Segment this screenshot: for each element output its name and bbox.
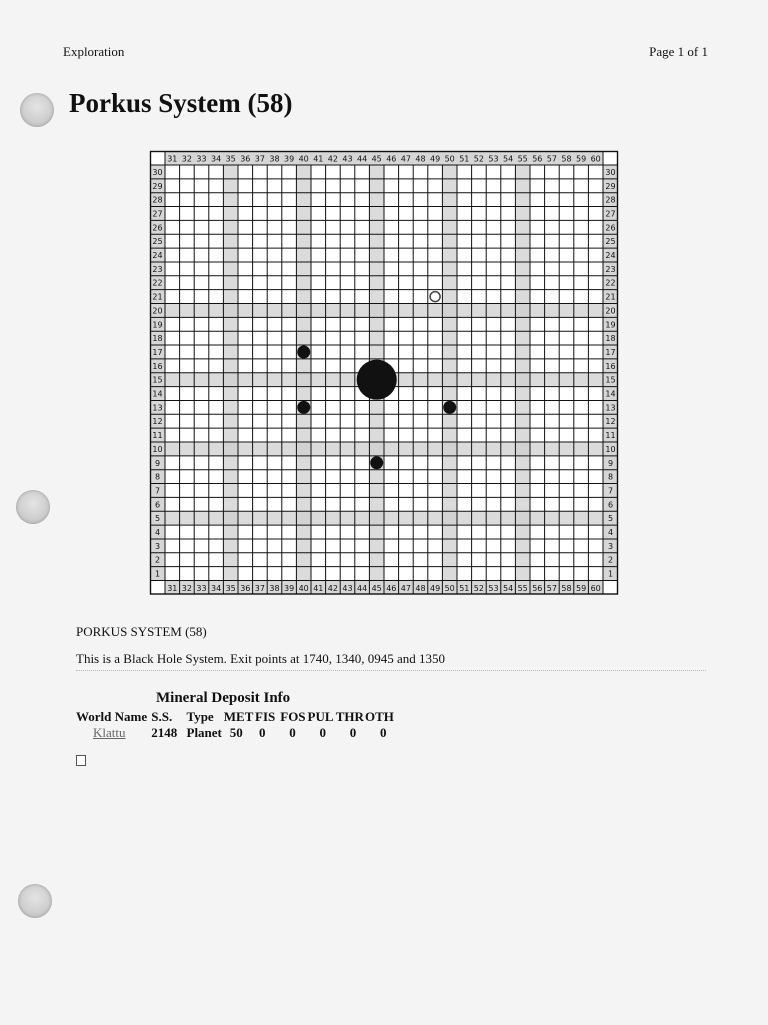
x-label-bottom: 60 (590, 584, 601, 593)
mineral-heading: Mineral Deposit Info (156, 690, 291, 706)
y-label-right: 27 (605, 209, 616, 219)
x-label-top: 47 (400, 154, 411, 164)
col-fis: FIS (255, 709, 276, 724)
cell-fos: 0 (289, 725, 296, 740)
x-label-top: 50 (444, 154, 455, 164)
x-label-top: 51 (459, 154, 470, 164)
y-label-right: 10 (605, 444, 616, 454)
y-label-left: 2 (154, 555, 161, 565)
y-label-left: 20 (152, 306, 163, 316)
y-label-left: 29 (152, 181, 163, 191)
cell-pul: 0 (319, 725, 326, 740)
y-label-right: 26 (605, 223, 616, 233)
x-label-bottom: 53 (488, 584, 499, 593)
y-label-right: 23 (605, 264, 616, 274)
y-label-left: 22 (152, 278, 163, 288)
y-label-right: 28 (605, 195, 616, 205)
x-label-bottom: 43 (342, 584, 353, 593)
y-label-left: 11 (152, 431, 163, 441)
y-label-right: 8 (607, 472, 614, 482)
x-label-bottom: 49 (430, 584, 441, 593)
x-label-bottom: 42 (327, 584, 338, 593)
y-label-right: 29 (605, 181, 616, 191)
y-label-right: 14 (605, 389, 616, 399)
y-label-left: 9 (154, 458, 161, 468)
x-label-bottom: 56 (532, 584, 543, 593)
x-label-top: 60 (590, 154, 601, 164)
col-world-name: World Name (76, 709, 148, 724)
binder-hole-top (20, 93, 54, 127)
x-label-top: 41 (313, 154, 324, 164)
y-label-left: 26 (152, 223, 163, 233)
x-label-bottom: 45 (371, 584, 382, 593)
x-label-top: 56 (532, 154, 543, 164)
x-label-bottom: 37 (254, 584, 265, 593)
y-label-right: 20 (605, 306, 616, 316)
x-label-bottom: 52 (473, 584, 484, 593)
header-page-number: Page 1 of 1 (649, 44, 708, 59)
x-label-top: 35 (225, 154, 236, 164)
cell-ss: 2148 (151, 725, 178, 740)
y-label-right: 25 (605, 237, 616, 247)
x-label-top: 59 (576, 154, 587, 164)
y-label-right: 12 (605, 417, 616, 427)
x-label-top: 33 (196, 154, 207, 164)
open-marker (430, 292, 440, 302)
x-label-bottom: 59 (576, 584, 587, 593)
y-label-right: 18 (605, 334, 616, 344)
x-label-top: 58 (561, 154, 572, 164)
x-label-bottom: 35 (225, 584, 236, 593)
x-label-bottom: 51 (459, 584, 470, 593)
x-label-bottom: 48 (415, 584, 426, 593)
exit-point (370, 456, 383, 469)
x-label-top: 48 (415, 154, 426, 164)
checkbox[interactable] (76, 755, 86, 766)
x-label-bottom: 44 (357, 584, 368, 593)
cell-type: Planet (186, 725, 222, 740)
cell-met: 50 (229, 725, 243, 740)
y-label-left: 14 (152, 389, 163, 399)
x-label-top: 54 (503, 154, 514, 164)
x-label-top: 32 (181, 154, 192, 164)
x-label-bottom: 57 (546, 584, 557, 593)
world-link[interactable]: Klattu (93, 725, 126, 740)
y-label-right: 9 (607, 458, 614, 468)
y-label-right: 17 (605, 347, 616, 357)
y-label-right: 6 (607, 500, 614, 510)
mineral-table (76, 709, 400, 741)
y-label-right: 7 (607, 486, 614, 496)
x-label-top: 40 (298, 154, 309, 164)
exit-point (297, 345, 310, 358)
x-label-bottom: 39 (284, 584, 295, 593)
y-label-left: 27 (152, 209, 163, 219)
y-label-right: 22 (605, 278, 616, 288)
col-fos: FOS (280, 709, 306, 724)
y-label-right: 21 (605, 292, 616, 302)
x-label-top: 37 (254, 154, 265, 164)
x-label-top: 49 (430, 154, 441, 164)
x-label-top: 36 (240, 154, 251, 164)
y-label-left: 8 (154, 472, 161, 482)
col-ss: S.S. (151, 709, 173, 724)
system-name: PORKUS SYSTEM (58) (76, 624, 207, 639)
cell-oth: 0 (380, 725, 387, 740)
x-label-top: 38 (269, 154, 280, 164)
y-label-left: 15 (152, 375, 163, 385)
y-label-left: 25 (152, 237, 163, 247)
cell-fis: 0 (259, 725, 266, 740)
col-oth: OTH (365, 709, 394, 724)
y-label-right: 4 (607, 528, 614, 538)
y-label-left: 10 (152, 444, 163, 454)
exit-point (443, 401, 456, 414)
col-type: Type (186, 709, 214, 724)
x-label-bottom: 41 (313, 584, 324, 593)
system-map (150, 151, 616, 599)
header-left: Exploration (63, 44, 125, 59)
x-label-top: 39 (284, 154, 295, 164)
divider (76, 670, 706, 671)
x-label-bottom: 34 (211, 584, 222, 593)
binder-hole-bottom (18, 884, 52, 918)
x-label-top: 46 (386, 154, 397, 164)
y-label-left: 19 (152, 320, 163, 330)
y-label-left: 30 (152, 167, 163, 177)
y-label-left: 7 (154, 486, 161, 496)
col-thr: THR (335, 709, 364, 724)
y-label-left: 21 (152, 292, 163, 302)
system-grid (150, 151, 616, 599)
y-label-left: 28 (152, 195, 163, 205)
y-label-left: 1 (154, 569, 161, 579)
binder-hole-middle (16, 490, 50, 524)
x-label-bottom: 31 (167, 584, 178, 593)
y-label-right: 3 (607, 541, 614, 551)
mineral-header-row (76, 709, 400, 725)
x-label-bottom: 55 (517, 584, 528, 593)
x-label-bottom: 54 (503, 584, 514, 593)
y-label-left: 4 (154, 528, 161, 538)
black-hole (357, 360, 397, 400)
y-label-right: 1 (607, 569, 614, 579)
mineral-row (76, 725, 400, 741)
x-label-bottom: 40 (298, 584, 309, 593)
x-label-top: 42 (327, 154, 338, 164)
x-label-bottom: 38 (269, 584, 280, 593)
x-label-top: 34 (211, 154, 222, 164)
y-label-left: 16 (152, 361, 163, 371)
x-label-bottom: 36 (240, 584, 251, 593)
y-label-left: 17 (152, 347, 163, 357)
y-label-right: 11 (605, 431, 616, 441)
x-label-bottom: 58 (561, 584, 572, 593)
x-label-top: 31 (167, 154, 178, 164)
y-label-left: 24 (152, 251, 163, 261)
x-label-bottom: 32 (181, 584, 192, 593)
y-label-left: 13 (152, 403, 163, 413)
col-pul: PUL (307, 709, 334, 724)
y-label-right: 30 (605, 167, 616, 177)
x-label-top: 53 (488, 154, 499, 164)
x-label-bottom: 50 (444, 584, 455, 593)
y-label-left: 6 (154, 500, 161, 510)
system-description: This is a Black Hole System. Exit points at 1740, 1340, 0945 and 1350 (76, 651, 446, 666)
y-label-right: 19 (605, 320, 616, 330)
x-label-top: 43 (342, 154, 353, 164)
y-label-right: 13 (605, 403, 616, 413)
x-label-bottom: 46 (386, 584, 397, 593)
y-label-right: 5 (607, 514, 614, 524)
page-title: Porkus System (58) (69, 88, 293, 118)
y-label-left: 5 (154, 514, 161, 524)
exit-point (297, 401, 310, 414)
x-label-top: 55 (517, 154, 528, 164)
cell-thr: 0 (349, 725, 357, 740)
y-label-right: 2 (607, 555, 614, 565)
y-label-right: 16 (605, 361, 616, 371)
x-label-bottom: 47 (400, 584, 411, 593)
col-met: MET (223, 709, 254, 724)
y-label-right: 24 (605, 251, 616, 261)
y-label-left: 18 (152, 334, 163, 344)
y-label-left: 23 (152, 264, 163, 274)
x-label-bottom: 33 (196, 584, 207, 593)
x-label-top: 57 (546, 154, 557, 164)
y-label-right: 15 (605, 375, 616, 385)
x-label-top: 45 (371, 154, 382, 164)
x-label-top: 44 (357, 154, 368, 164)
x-label-top: 52 (473, 154, 484, 164)
y-label-left: 3 (154, 541, 161, 551)
y-label-left: 12 (152, 417, 163, 427)
